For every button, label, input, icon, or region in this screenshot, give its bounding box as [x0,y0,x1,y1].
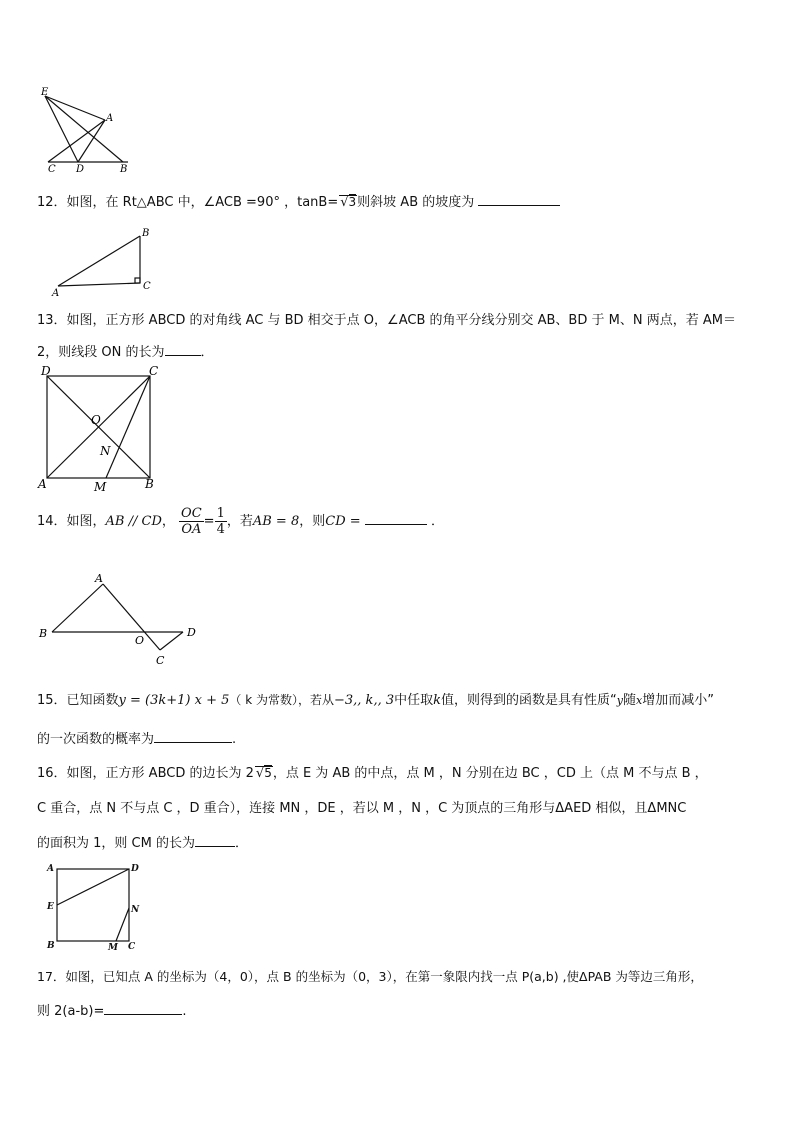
label-C: C [149,364,159,378]
q15-k: k [433,693,442,708]
figure-q16 [44,860,144,955]
label-B: B [145,477,154,491]
q15-sui: 随 [622,693,636,708]
label-E: E [41,87,49,98]
figure-q14 [36,570,206,670]
q14-value-den: 4 [216,522,225,537]
label-N: N [131,905,140,915]
figure-q12 [50,226,160,298]
q14-ratio-den: OA [181,522,202,537]
q16-answer-blank[interactable] [195,833,235,847]
q17-line-2: 则 2(a-b)= [37,1004,105,1019]
label-D: D [187,626,196,639]
q15-function: y = (3k+1) x + 5 [118,693,230,708]
question-13-line-2 [37,342,214,362]
label-D: D [41,364,51,378]
q17-answer-blank[interactable] [104,1001,182,1015]
label-C: C [143,281,151,292]
q15-x: x [636,694,643,707]
label-O: O [91,413,101,427]
label-B: B [120,164,128,174]
question-16-line-1 [37,765,708,783]
label-D: D [76,164,85,174]
label-A: A [38,477,47,491]
label-A: A [52,288,60,298]
label-A: A [95,572,103,585]
q12-prefix: 12．如图，在 Rt△ABC 中，∠ACB =90° ，tanB= [37,195,339,210]
q15-tail2: 增加而减小” [642,693,714,708]
question-15-line-1 [37,691,714,710]
q17-line-2-end: . [182,1004,187,1019]
q12-suffix: 则斜坡 AB 的坡度为 [357,195,475,210]
q16-line-1-a: 16．如图，正方形 ABCD 的边长为 2 [37,766,254,781]
q15-line-2: 的一次函数的概率为 [37,732,155,747]
q14-parallel: AB // CD [105,514,162,529]
label-B: B [39,627,48,640]
q13-line-1: 13．如图，正方形 ABCD 的对角线 AC 与 BD 相交于点 O，∠ACB 的角平分线分别交 AB、BD 于 M、N 两点，若 AM＝ [37,313,736,328]
q17-line-1: 17．如图，已知点 A 的坐标为（4，0），点 B 的坐标为（0，3），在第一象限内找一点 P(a,b) ,使ΔPAB 为等边三角形， [37,969,703,984]
q16-sqrt: √5 [255,766,272,781]
q12-sqrt: √3 [340,195,357,210]
q14-cd: CD = [325,514,361,529]
q14-prefix: 14．如图， [37,514,106,529]
q14-ratio [179,506,204,537]
q13-line-2: 2，则线段 ON 的长为 [37,345,165,360]
label-A: A [47,864,54,874]
q16-line-3-end: ． [234,836,248,851]
q13-answer-blank[interactable] [165,342,201,356]
q16-sqrt-value: 5 [264,766,272,780]
q14-ratio-num: OC [181,506,202,521]
q14-answer-blank[interactable] [365,511,427,525]
label-M: M [94,480,107,494]
q14-ab: AB = 8 [252,514,300,529]
q15-y: y [616,694,623,707]
q12-answer-blank[interactable] [478,192,560,206]
q15-answer-blank[interactable] [154,729,232,743]
question-12 [37,192,560,212]
q15-prefix: 15．已知函数 [37,693,119,708]
label-N: N [100,444,111,458]
question-17-line-1 [37,968,703,986]
label-C: C [48,164,56,174]
q15-mid: 中任取 [394,693,434,708]
q16-line-1-b: ，点 E 为 AB 的中点，点 M ，N 分别在边 BC ，CD 上（点 M 不与点 B ， [272,766,708,781]
label-A: A [106,113,114,124]
q16-line-3: 的面积为 1，则 CM 的长为 [37,836,195,851]
label-C: C [128,942,136,952]
q14-end: ． [430,514,444,529]
question-15-line-2 [37,729,236,749]
question-14 [37,505,444,541]
q12-sqrt-value: 3 [348,195,357,209]
q14-sep: ， [161,514,175,529]
q14-value-num: 1 [216,506,225,521]
figure-q13 [36,364,166,494]
label-D: D [131,864,139,874]
q14-value [215,506,227,537]
q13-line-2-end: ． [200,345,214,360]
figure-q11 [38,84,138,174]
label-M: M [108,943,118,953]
q15-tail: 值，则得到的函数是具有性质“ [441,693,617,708]
label-C: C [156,654,165,667]
q16-line-2: C 重合，点 N 不与点 C ，D 重合），连接 MN ，DE ，若以 M ，N ，C 为顶点的三角形与ΔAED 相似，且ΔMNC [37,801,687,816]
question-13-line-1 [37,312,736,330]
q15-set: −3,, k,, 3 [334,693,395,708]
q14-eq: = [203,514,215,529]
question-17-line-2 [37,1001,187,1021]
q14-then: ，则 [299,514,326,529]
q15-line-2-end: . [232,732,237,747]
label-B: B [47,941,55,951]
label-O: O [135,634,145,647]
question-16-line-2 [37,800,686,818]
label-B: B [142,228,150,239]
q15-paren: （ k 为常数），若从 [229,693,334,707]
q14-mid: ，若 [226,514,253,529]
question-16-line-3 [37,833,248,853]
label-E: E [47,902,54,912]
